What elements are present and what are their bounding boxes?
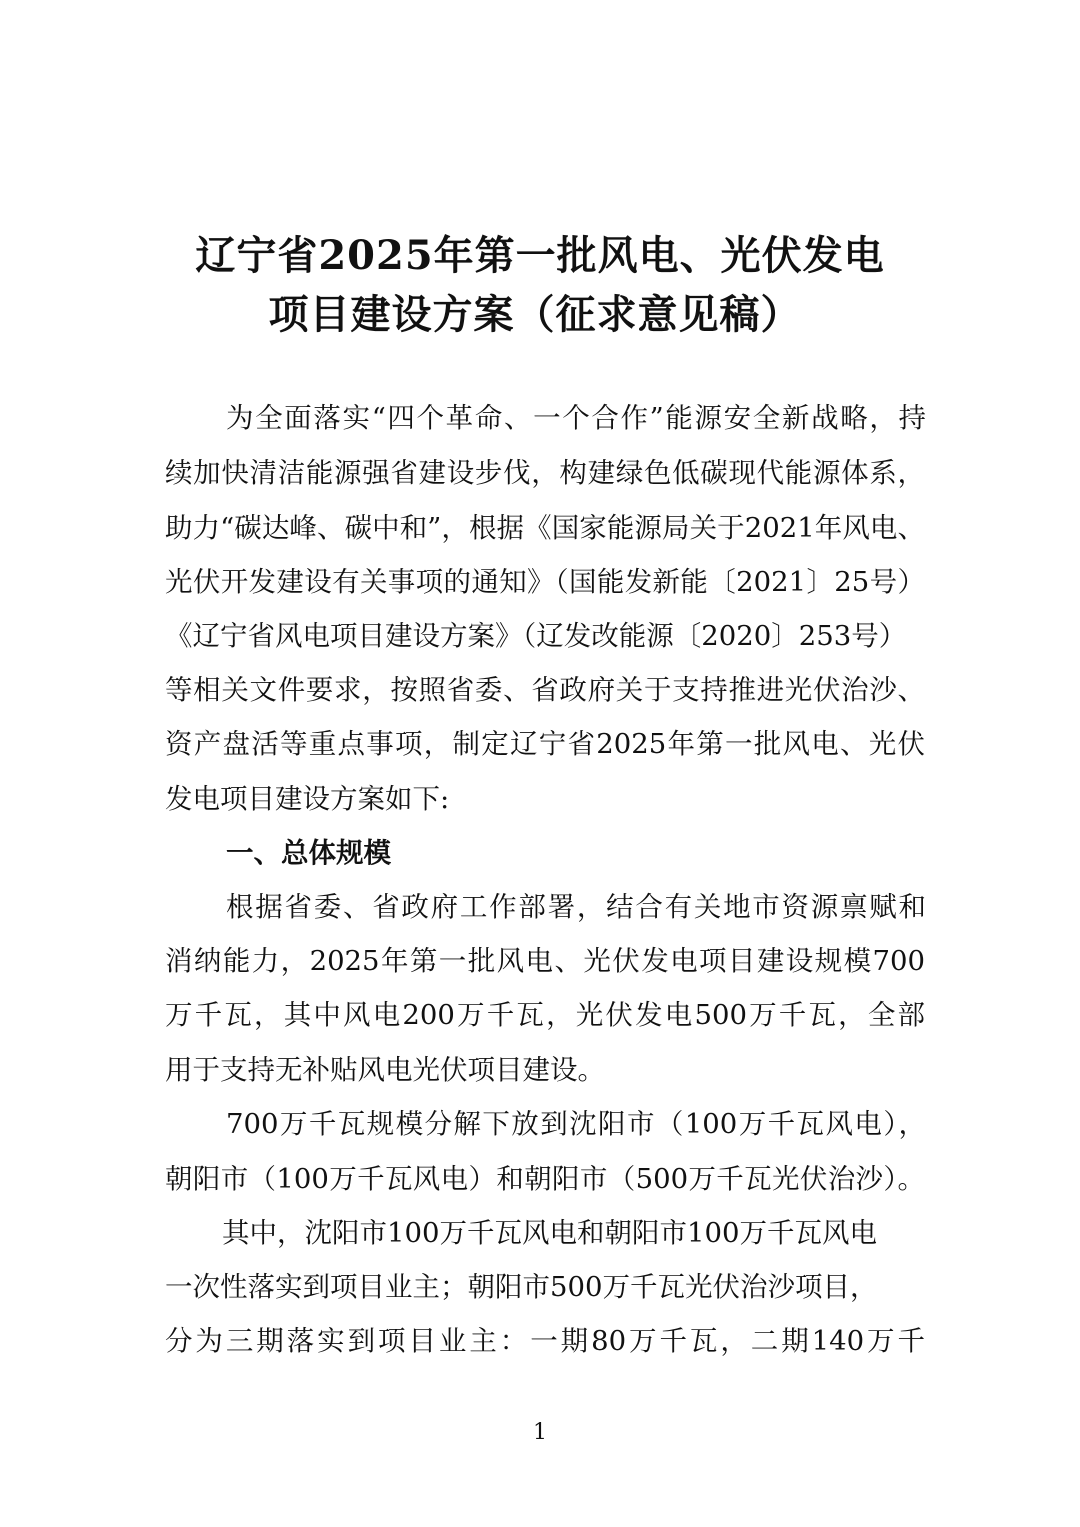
- paragraph-line: 用于支持无补贴风电光伏项目建设。: [165, 1054, 605, 1086]
- paragraph-line: 光伏开发建设有关事项的通知》（国能发新能〔2021〕25号）: [165, 566, 925, 598]
- paragraph-line: 万千瓦，其中风电200万千瓦，光伏发电500万千瓦，全部: [165, 999, 925, 1031]
- paragraph-line: 《辽宁省风电项目建设方案》（辽发改能源〔2020〕253号）: [165, 620, 907, 652]
- paragraph-line: 朝阳市（100万千瓦风电）和朝阳市（500万千瓦光伏治沙）。: [165, 1163, 925, 1195]
- document-title-line-2: 项目建设方案（征求意见稿）: [268, 291, 802, 338]
- paragraph-line: 助力“碳达峰、碳中和”，根据《国家能源局关于2021年风电、: [165, 512, 925, 544]
- paragraph-line: 续加快清洁能源强省建设步伐，构建绿色低碳现代能源体系，: [165, 457, 925, 489]
- page-number: 1: [533, 1420, 547, 1445]
- paragraph-line: 资产盘活等重点事项，制定辽宁省2025年第一批风电、光伏: [165, 728, 925, 760]
- paragraph-line: 为全面落实“四个革命、一个合作”能源安全新战略，持: [226, 402, 926, 434]
- section-heading: 一、总体规模: [226, 837, 391, 869]
- paragraph-line: 等相关文件要求，按照省委、省政府关于支持推进光伏治沙、: [165, 674, 925, 706]
- paragraph-line: 其中，沈阳市100万千瓦风电和朝阳市100万千瓦风电: [222, 1217, 877, 1249]
- paragraph-line: 700万千瓦规模分解下放到沈阳市（100万千瓦风电），: [226, 1108, 926, 1140]
- document-title-line-1: 辽宁省2025年第一批风电、光伏发电: [195, 232, 885, 279]
- paragraph-line: 根据省委、省政府工作部署，结合有关地市资源禀赋和: [226, 891, 926, 923]
- paragraph-line: 分为三期落实到项目业主：一期80万千瓦，二期140万千: [165, 1325, 925, 1357]
- paragraph-line: 一次性落实到项目业主；朝阳市500万千瓦光伏治沙项目，: [165, 1271, 878, 1303]
- paragraph-line: 消纳能力，2025年第一批风电、光伏发电项目建设规模700: [165, 945, 925, 977]
- paragraph-line: 发电项目建设方案如下:: [165, 783, 450, 815]
